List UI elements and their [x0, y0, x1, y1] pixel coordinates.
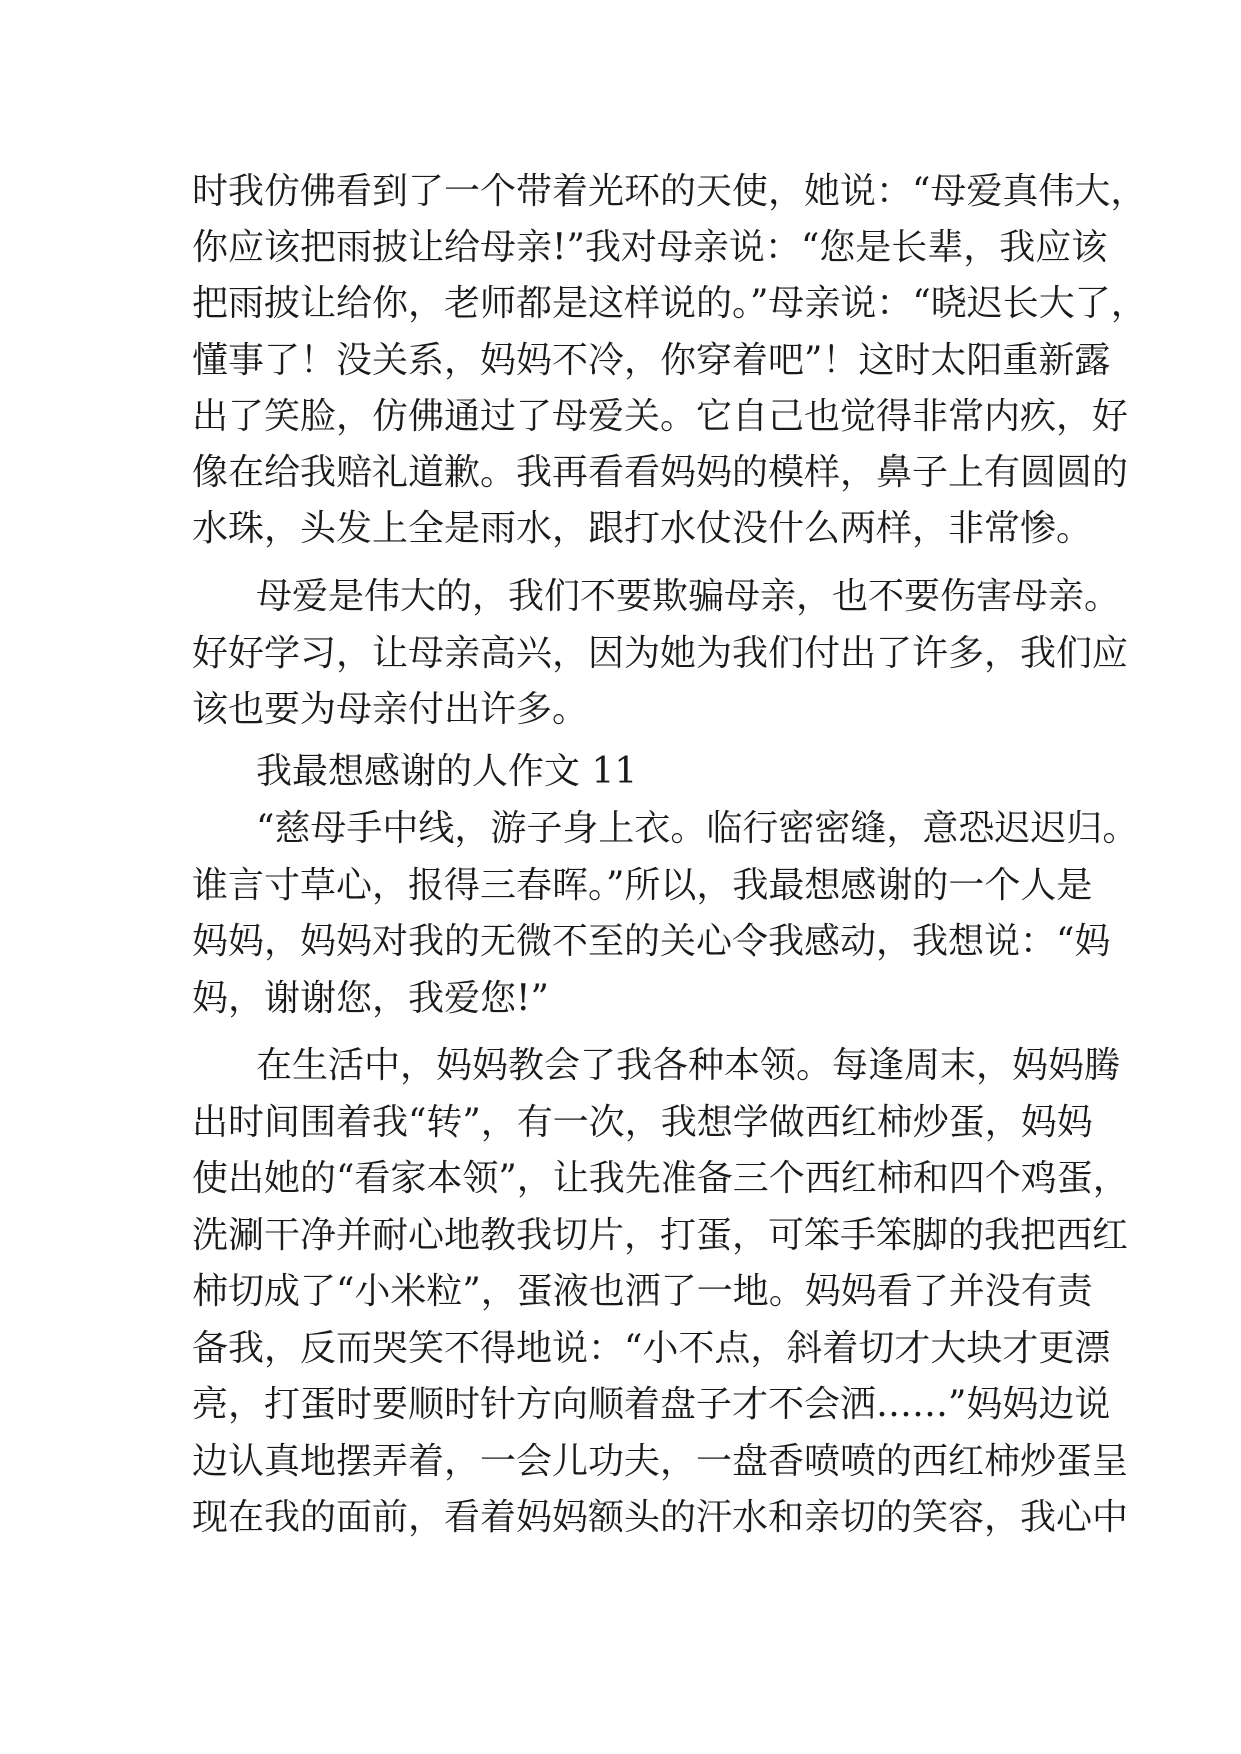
text-line: 该也要为母亲付出许多。 — [192, 689, 589, 730]
text-line: 水珠，头发上全是雨水，跟打水仗没什么两样，非常惨。 — [192, 508, 1093, 549]
paragraph-first-line: “慈母手中线，游子身上衣。临行密密缝，意恐迟迟归。 — [256, 808, 1139, 849]
text-line: 谁言寸草心，报得三春晖。”所以，我最想感谢的一个人是 — [192, 865, 1093, 906]
text-line: 像在给我赔礼道歉。我再看看妈妈的模样，鼻子上有圆圆的 — [192, 452, 1129, 493]
paragraph-first-line: 在生活中，妈妈教会了我各种本领。每逢周末，妈妈腾 — [256, 1045, 1121, 1086]
text-line: 现在我的面前，看着妈妈额头的汗水和亲切的笑容，我心中 — [192, 1497, 1129, 1538]
text-line: 时我仿佛看到了一个带着光环的天使，她说：“母爱真伟大， — [192, 171, 1147, 212]
section-heading: 我最想感谢的人作文 11 — [256, 751, 638, 792]
text-line: 妈妈，妈妈对我的无微不至的关心令我感动，我想说：“妈 — [192, 921, 1111, 962]
text-line: 出了笑脸，仿佛通过了母爱关。它自己也觉得非常内疚，好 — [192, 396, 1129, 437]
text-line: 洗涮干净并耐心地教我切片，打蛋，可笨手笨脚的我把西红 — [192, 1215, 1129, 1256]
text-line: 懂事了！没关系，妈妈不冷，你穿着吧”！这时太阳重新露 — [192, 340, 1111, 381]
text-line: 妈，谢谢您，我爱您!” — [192, 978, 549, 1019]
text-line: 好好学习，让母亲高兴，因为她为我们付出了许多，我们应 — [192, 633, 1129, 674]
text-line: 你应该把雨披让给母亲!”我对母亲说：“您是长辈，我应该 — [192, 227, 1108, 268]
text-line: 边认真地摆弄着，一会儿功夫，一盘香喷喷的西红柿炒蛋呈 — [192, 1441, 1129, 1482]
text-line: 把雨披让给你，老师都是这样说的。”母亲说：“晓迟长大了， — [192, 283, 1147, 324]
paragraph-first-line: 母爱是伟大的，我们不要欺骗母亲，也不要伤害母亲。 — [256, 576, 1121, 617]
text-line: 出时间围着我“转”，有一次，我想学做西红柿炒蛋，妈妈 — [192, 1102, 1093, 1143]
text-line: 使出她的“看家本领”，让我先准备三个西红柿和四个鸡蛋， — [192, 1158, 1129, 1199]
text-line: 柿切成了“小米粒”，蛋液也洒了一地。妈妈看了并没有责 — [192, 1271, 1093, 1312]
text-line: 亮，打蛋时要顺时针方向顺着盘子才不会洒……”妈妈边说 — [192, 1384, 1111, 1425]
text-line: 备我，反而哭笑不得地说：“小不点，斜着切才大块才更漂 — [192, 1328, 1111, 1369]
